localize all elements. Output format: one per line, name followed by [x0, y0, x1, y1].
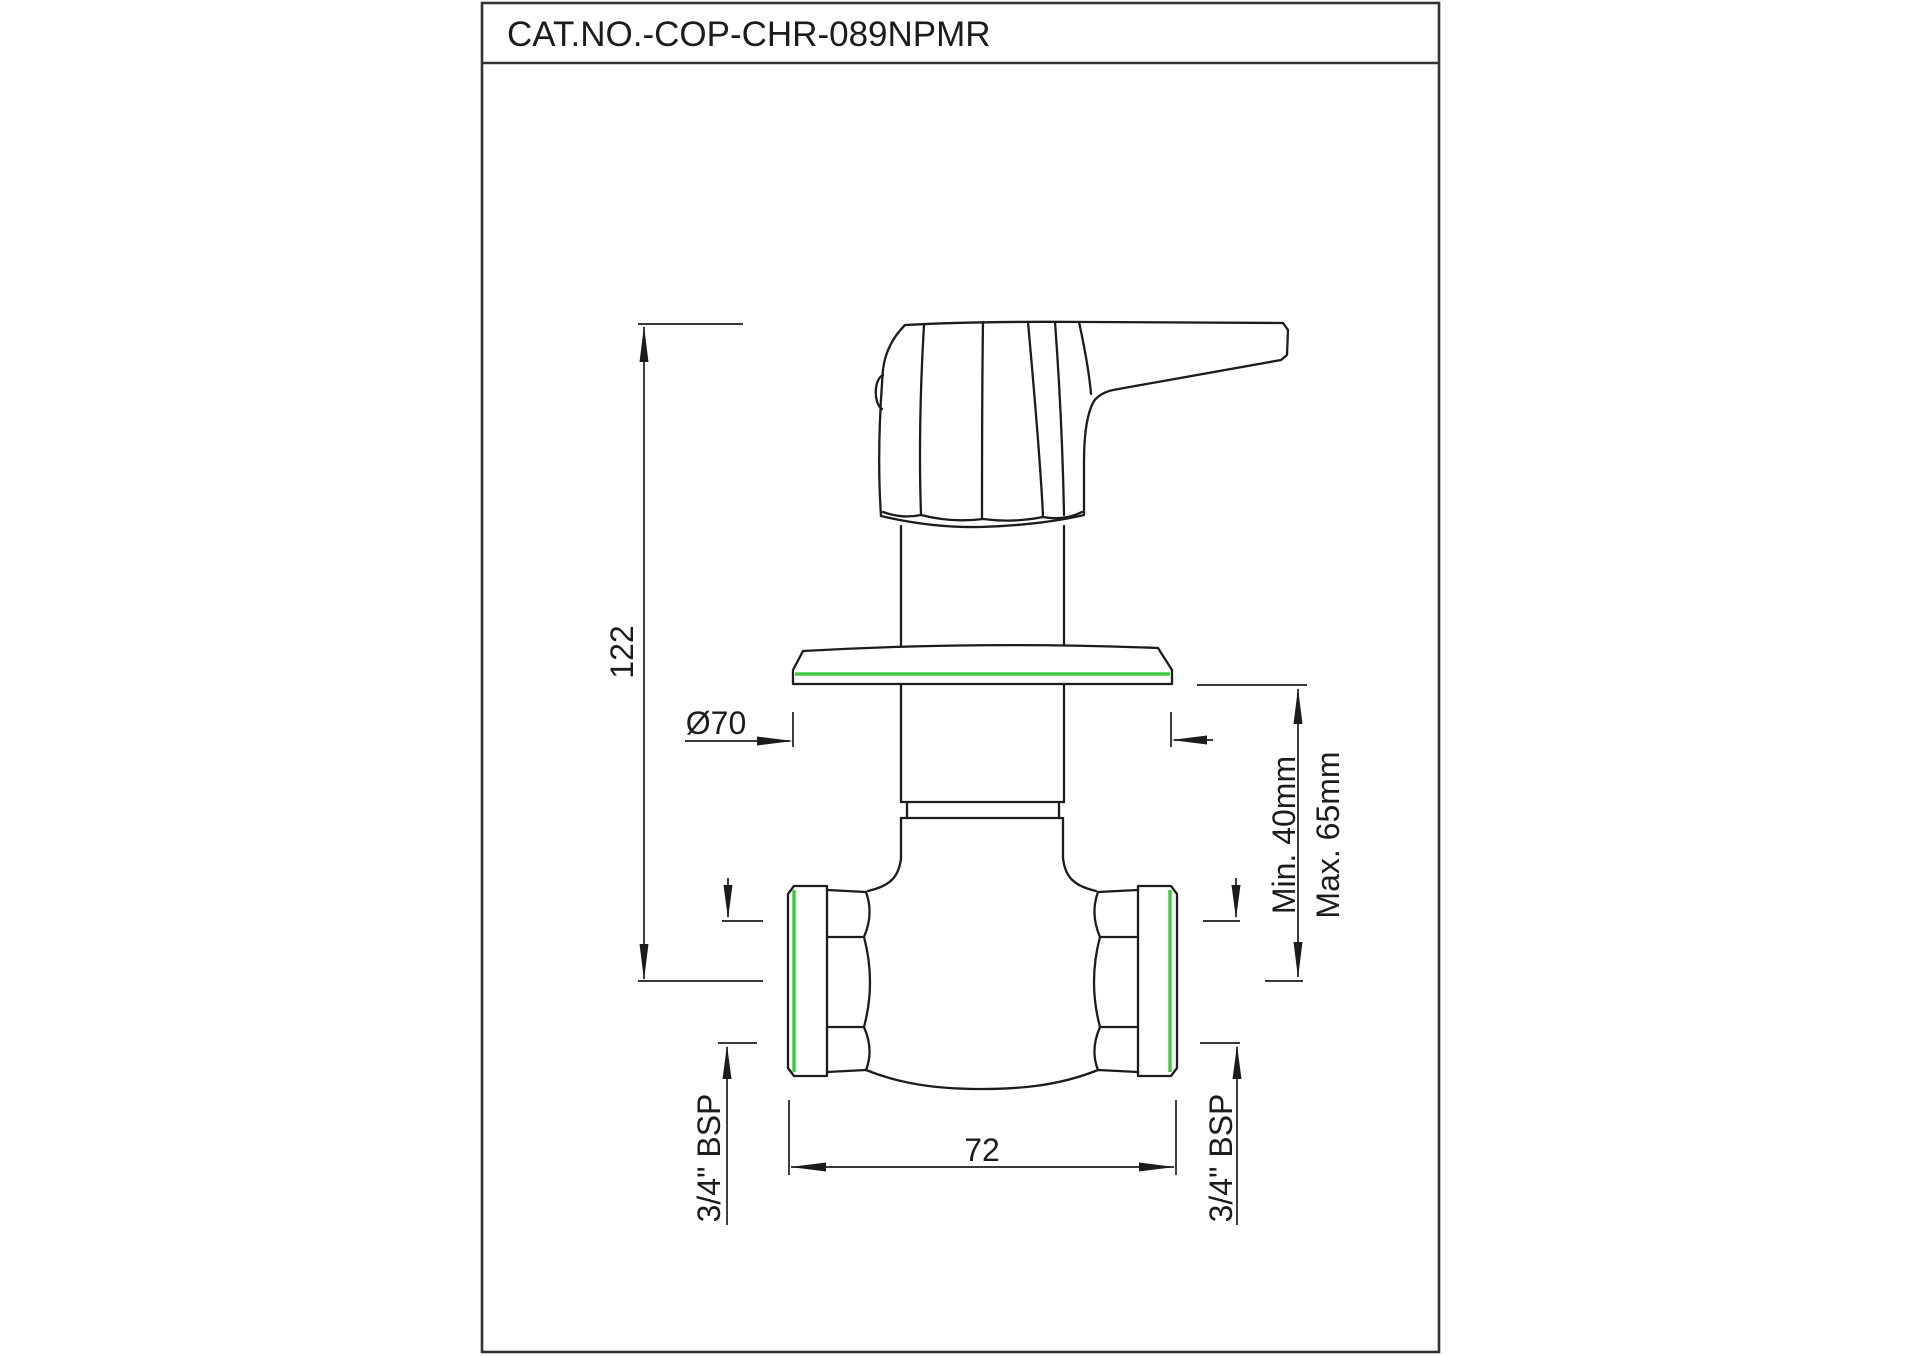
dim-72-arrow-left	[790, 1163, 826, 1172]
dim-dia70-label: Ø70	[685, 705, 747, 741]
valve-drawing	[788, 322, 1288, 1089]
right-nut-arc-edge	[1094, 892, 1100, 1070]
handle-flute-1	[920, 325, 924, 514]
dim-122-arrow-up	[640, 326, 649, 362]
flange-outline	[793, 645, 1172, 684]
dim-flange-diameter	[685, 705, 1213, 747]
handle-flute-4	[1055, 322, 1064, 515]
dim-dia70-arrow-left	[757, 737, 793, 746]
right-nut-bottom-edge	[1098, 1070, 1138, 1072]
dim-dia70-arrow-right	[1171, 736, 1207, 745]
dim-wall-depth	[1197, 685, 1346, 981]
left-nut-bottom-edge	[827, 1070, 866, 1072]
lever-handle	[876, 322, 1288, 527]
dim-face-to-face	[789, 1100, 1176, 1175]
dim-thread-right	[1200, 878, 1242, 1225]
bsp-right-label: 3/4" BSP	[1203, 1093, 1239, 1223]
dim-122-label: 122	[604, 625, 640, 679]
dim-122-arrow-down	[640, 944, 649, 980]
dim-depth-arrow-up	[1294, 688, 1303, 724]
dim-72-label: 72	[964, 1132, 1000, 1168]
dim-thread-left	[691, 878, 763, 1225]
bsp-left-arrow-down	[724, 885, 733, 919]
handle-outline	[879, 322, 1288, 527]
bsp-right-arrow-down	[1232, 885, 1241, 919]
dim-depth-min-label: Min. 40mm	[1266, 755, 1302, 915]
left-nut-arc-edge	[864, 892, 870, 1070]
handle-flute-2	[982, 322, 983, 519]
bsp-left-label: 3/4" BSP	[691, 1093, 727, 1223]
escutcheon-flange	[793, 645, 1172, 684]
left-nut-top-edge	[827, 890, 866, 892]
catalog-number-label: CAT.NO.-COP-CHR-089NPMR	[507, 15, 991, 54]
valve-stem-lower	[868, 684, 1096, 891]
inlet-left	[788, 886, 870, 1076]
dim-depth-arrow-down	[1294, 942, 1303, 978]
dim-72-arrow-right	[1139, 1163, 1175, 1172]
dim-depth-max-label: Max. 65mm	[1310, 751, 1346, 919]
body-flare-left	[868, 858, 901, 891]
right-nut-top-edge	[1098, 890, 1138, 892]
dim-overall-height	[604, 324, 763, 981]
inlet-right	[1094, 886, 1177, 1076]
body-bottom-arc	[866, 1070, 1098, 1089]
handle-flute-5	[1079, 322, 1091, 394]
body-flare-right	[1063, 858, 1096, 891]
handle-flute-3	[1028, 322, 1043, 517]
